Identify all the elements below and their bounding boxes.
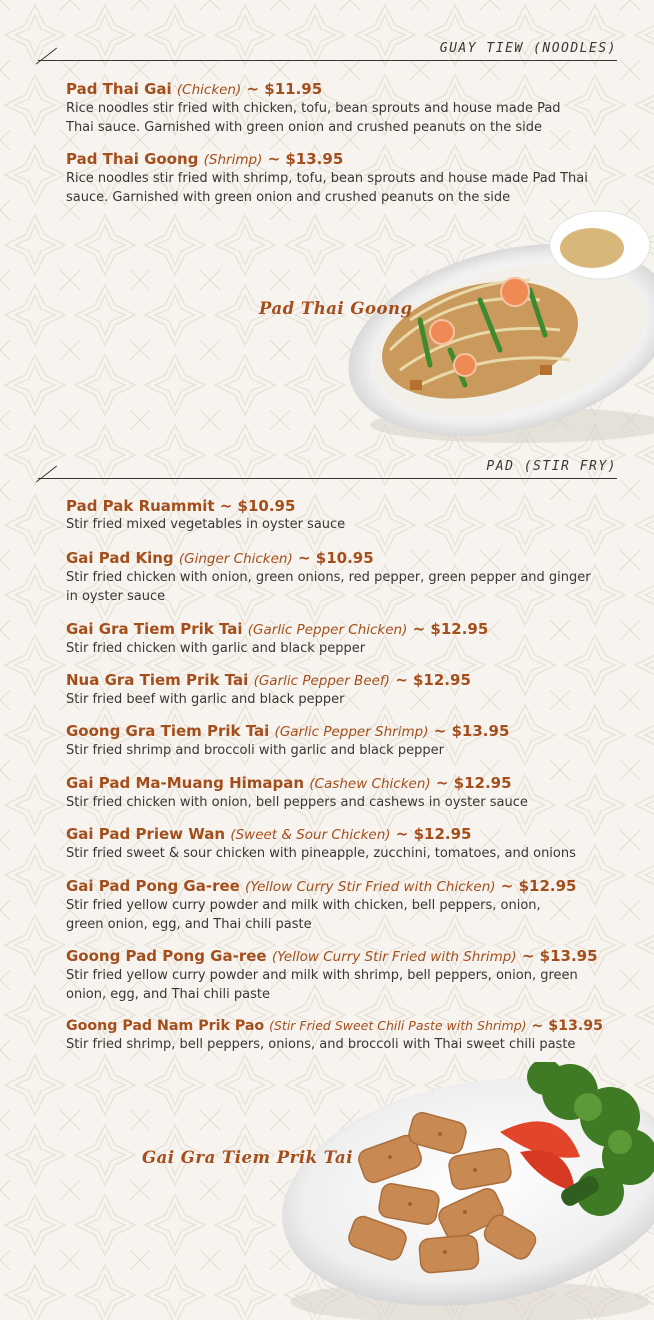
item-name: Pad Thai Goong [66,150,199,168]
menu-item [66,80,626,137]
item-name: Gai Gra Tiem Prik Tai [66,620,243,638]
item-description-line: Rice noodles stir fried with shrimp, tofu, bean sprouts and house made Pad Thai [66,171,588,186]
item-price: ~ $10.95 [297,549,374,567]
item-price: ~ $10.95 [219,497,296,515]
item-translation: (Shrimp) [203,152,263,168]
item-name: Goong Gra Tiem Prik Tai [66,722,270,740]
item-description-line: sauce. Garnished with green onion and crushed peanuts on the side [66,189,511,205]
item-name: Gai Pad Priew Wan [66,825,226,843]
item-description-line: Stir fried beef with garlic and black pepper [66,692,345,707]
item-price: ~ $12.95 [500,877,577,895]
item-price: ~ $13.95 [521,947,598,965]
menu-item [66,150,626,207]
item-description-line: Stir fried yellow curry powder and milk with chicken, bell peppers, onion, [66,898,541,913]
item-price: ~ $12.95 [395,825,472,843]
item-price: ~ $12.95 [395,671,471,689]
item-description-line: onion, egg, and Thai chili paste [66,986,270,1002]
pad-thai-photo [330,200,654,450]
item-description-line: Stir fried shrimp and broccoli with garlic and black pepper [66,743,444,758]
item-translation: (Stir Fried Sweet Chili Paste with Shrimp) [269,1018,527,1033]
item-translation: (Sweet & Sour Chicken) [230,827,391,843]
item-translation: (Chicken) [176,82,242,98]
item-name: Pad Thai Gai [66,80,172,98]
item-description-line: green onion, egg, and Thai chili paste [66,916,312,932]
item-price: ~ $11.95 [246,80,323,98]
menu-item [66,877,626,934]
item-description-line: Stir fried mixed vegetables in oyster sauce [66,517,346,532]
item-price: ~ $13.95 [267,150,344,168]
item-translation: (Yellow Curry Stir Fried with Shrimp) [271,949,517,965]
item-translation: (Yellow Curry Stir Fried with Chicken) [245,879,496,895]
item-name: Gai Pad Pong Ga-ree [66,877,240,895]
item-description-line: Stir fried sweet & sour chicken with pineapple, zucchini, tomatoes, and onions [66,846,576,861]
item-name: Goong Pad Pong Ga-ree [66,947,267,965]
menu-item [66,947,626,1004]
item-price: ~ $12.95 [435,774,512,792]
header-rule [38,60,617,61]
item-translation: (Cashew Chicken) [309,776,431,792]
item-description-line: Stir fried chicken with garlic and black pepper [66,641,366,656]
menu-item [66,497,626,535]
section-title: PAD (STIR FRY) [486,459,617,474]
menu-item [66,549,626,606]
garlic-pepper-chicken-photo [270,1062,654,1320]
item-name: Gai Pad Ma-Muang Himapan [66,774,305,792]
section-title: GUAY TIEW (NOODLES) [439,41,617,56]
item-name: Pad Pak Ruammit [66,497,215,515]
item-name: Nua Gra Tiem Prik Tai [66,671,249,689]
item-price: ~ $13.95 [433,722,510,740]
item-description-line: Stir fried shrimp, bell peppers, onions, and broccoli with Thai sweet chili paste [66,1037,576,1052]
item-description-line: Thai sauce. Garnished with green onion and crushed peanuts on the side [66,119,543,135]
section-header-stir-fry [38,449,617,479]
menu-item [66,774,626,813]
item-translation: (Garlic Pepper Beef) [253,673,390,689]
menu-item [66,620,626,659]
item-description-line: in oyster sauce [66,588,166,604]
item-price: ~ $13.95 [531,1018,604,1034]
menu-item [66,671,626,710]
item-translation: (Ginger Chicken) [178,551,293,567]
menu-item [66,722,626,761]
item-name: Goong Pad Nam Prik Pao [66,1018,265,1034]
section-header-noodles [38,31,617,61]
item-price: ~ $12.95 [412,620,489,638]
item-description-line: Rice noodles stir fried with chicken, tofu, bean sprouts and house made Pad [66,101,561,116]
header-rule [38,478,617,479]
menu-item [66,825,626,864]
item-name: Gai Pad King [66,549,174,567]
photo-label: Pad Thai Goong [259,299,413,318]
item-description-line: Stir fried chicken with onion, bell peppers and cashews in oyster sauce [66,795,528,810]
item-description-line: Stir fried yellow curry powder and milk with shrimp, bell peppers, onion, green [66,968,578,983]
item-translation: (Garlic Pepper Shrimp) [274,724,429,740]
menu-item [66,1016,626,1055]
item-translation: (Garlic Pepper Chicken) [247,622,408,638]
item-description-line: Stir fried chicken with onion, green onions, red pepper, green pepper and ginger [66,570,591,585]
photo-label: Gai Gra Tiem Prik Tai [142,1148,353,1167]
